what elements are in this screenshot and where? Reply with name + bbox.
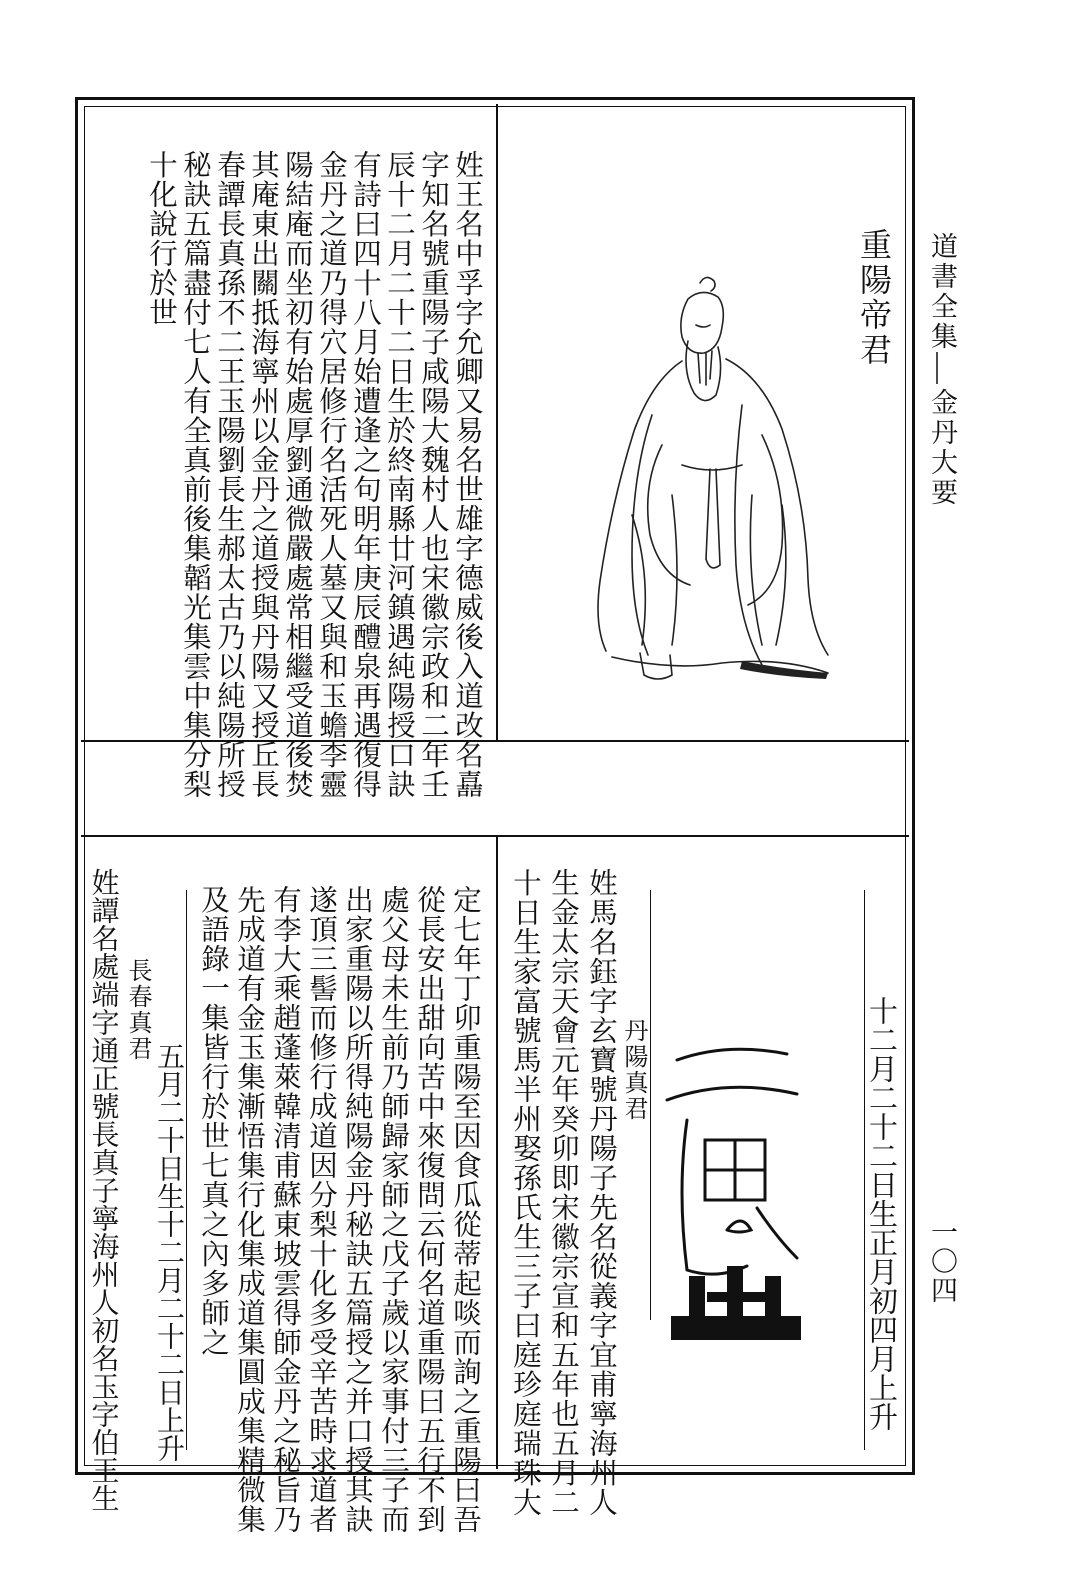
dates-rule	[186, 890, 187, 1450]
portrait-caption: 重陽帝君	[855, 228, 893, 368]
text-column: 處父母未生前乃師歸家師之戊子歲以家事付三子而	[377, 885, 410, 1534]
text-column: 有詩曰四十八月始遭逢之句明年庚辰醴泉再遇復得	[349, 150, 382, 799]
text-column: 遂頂三髻而修行成道因分梨十化多受辛苦時求道者	[305, 885, 338, 1534]
text-column: 金丹之道乃得穴居修行名活死人墓又與和玉蟾李靈	[315, 150, 348, 799]
text-column: 出家重陽以所得純陽金丹秘訣五篇授之并口授其訣	[341, 885, 374, 1534]
portrait-illustration	[592, 265, 832, 685]
text-column: 春譚長真孫不二王玉陽劉長生郝太古乃以純陽所授	[213, 150, 246, 799]
text-column: 辰十二月二十二日生於終南縣廿河鎮遇純陽授口訣	[383, 150, 416, 799]
margin-divider	[922, 348, 952, 388]
bottom-band-line	[81, 835, 909, 837]
text-column: 及語錄一集皆行於世七真之內多師之	[197, 885, 230, 1357]
title-rule	[650, 890, 651, 1320]
top-divider	[496, 104, 498, 740]
text-column: 十化說行於世	[145, 150, 178, 327]
text-column: 有李大乘趙蓬萊韓清甫蘇東坡雲得師金丹之秘旨乃	[269, 885, 302, 1534]
text-column: 定七年丁卯重陽至因食瓜從蒂起啖而詢之重陽曰吾	[449, 885, 482, 1534]
text-column: 其庵東出關抵海寧州以金丹之道授與丹陽又授丘長	[247, 150, 280, 799]
danyang-dates: 五月二十日生十二月二十二日上升	[153, 1042, 186, 1462]
date-rule	[864, 890, 865, 1450]
bottom-divider	[496, 835, 498, 1469]
text-column: 字知名號重陽子咸陽大魏村人也宋徽宗政和二年壬	[417, 150, 450, 799]
text-column: 秘訣五篇盡付七人有全真前後集韜光集雲中集分梨	[179, 150, 212, 799]
seal-emblem	[657, 1030, 812, 1350]
text-column: 陽結庵而坐初有始處厚劉通微嚴處常相繼受道後焚	[281, 150, 314, 799]
text-column: 十日生家富號馬半州娶孫氏生三子曰庭珍庭瑞珠大	[509, 868, 542, 1517]
text-column: 姓王名中孚字允卿又易名世雄字德威後入道改名嚞	[451, 150, 484, 799]
danyang-title: 丹陽真君	[620, 1018, 648, 1122]
date-note: 十二月二十二日生正月初四月上升	[865, 996, 899, 1431]
text-column: 生金太宗天會元年癸卯即宋徽宗宣和五年也五月二	[547, 868, 580, 1517]
page-number: 一〇四	[926, 1218, 957, 1305]
text-column: 從長安出甜向苦中來復問云何名道重陽曰五行不到	[413, 885, 446, 1534]
text-column: 先成道有金玉集漸悟集行化集成道集圓成集精微集	[233, 885, 266, 1534]
text-column: 姓譚名處端字通正號長真子寧海州人初名玉字伯王生	[87, 868, 121, 1512]
text-column: 姓馬名鈺字玄寶號丹陽子先名從義字宜甫寧海州人	[585, 868, 618, 1517]
book-title: 道書全集	[926, 232, 957, 352]
section-title: 金丹大要	[926, 388, 957, 508]
changchun-title: 長春真君	[124, 958, 152, 1062]
